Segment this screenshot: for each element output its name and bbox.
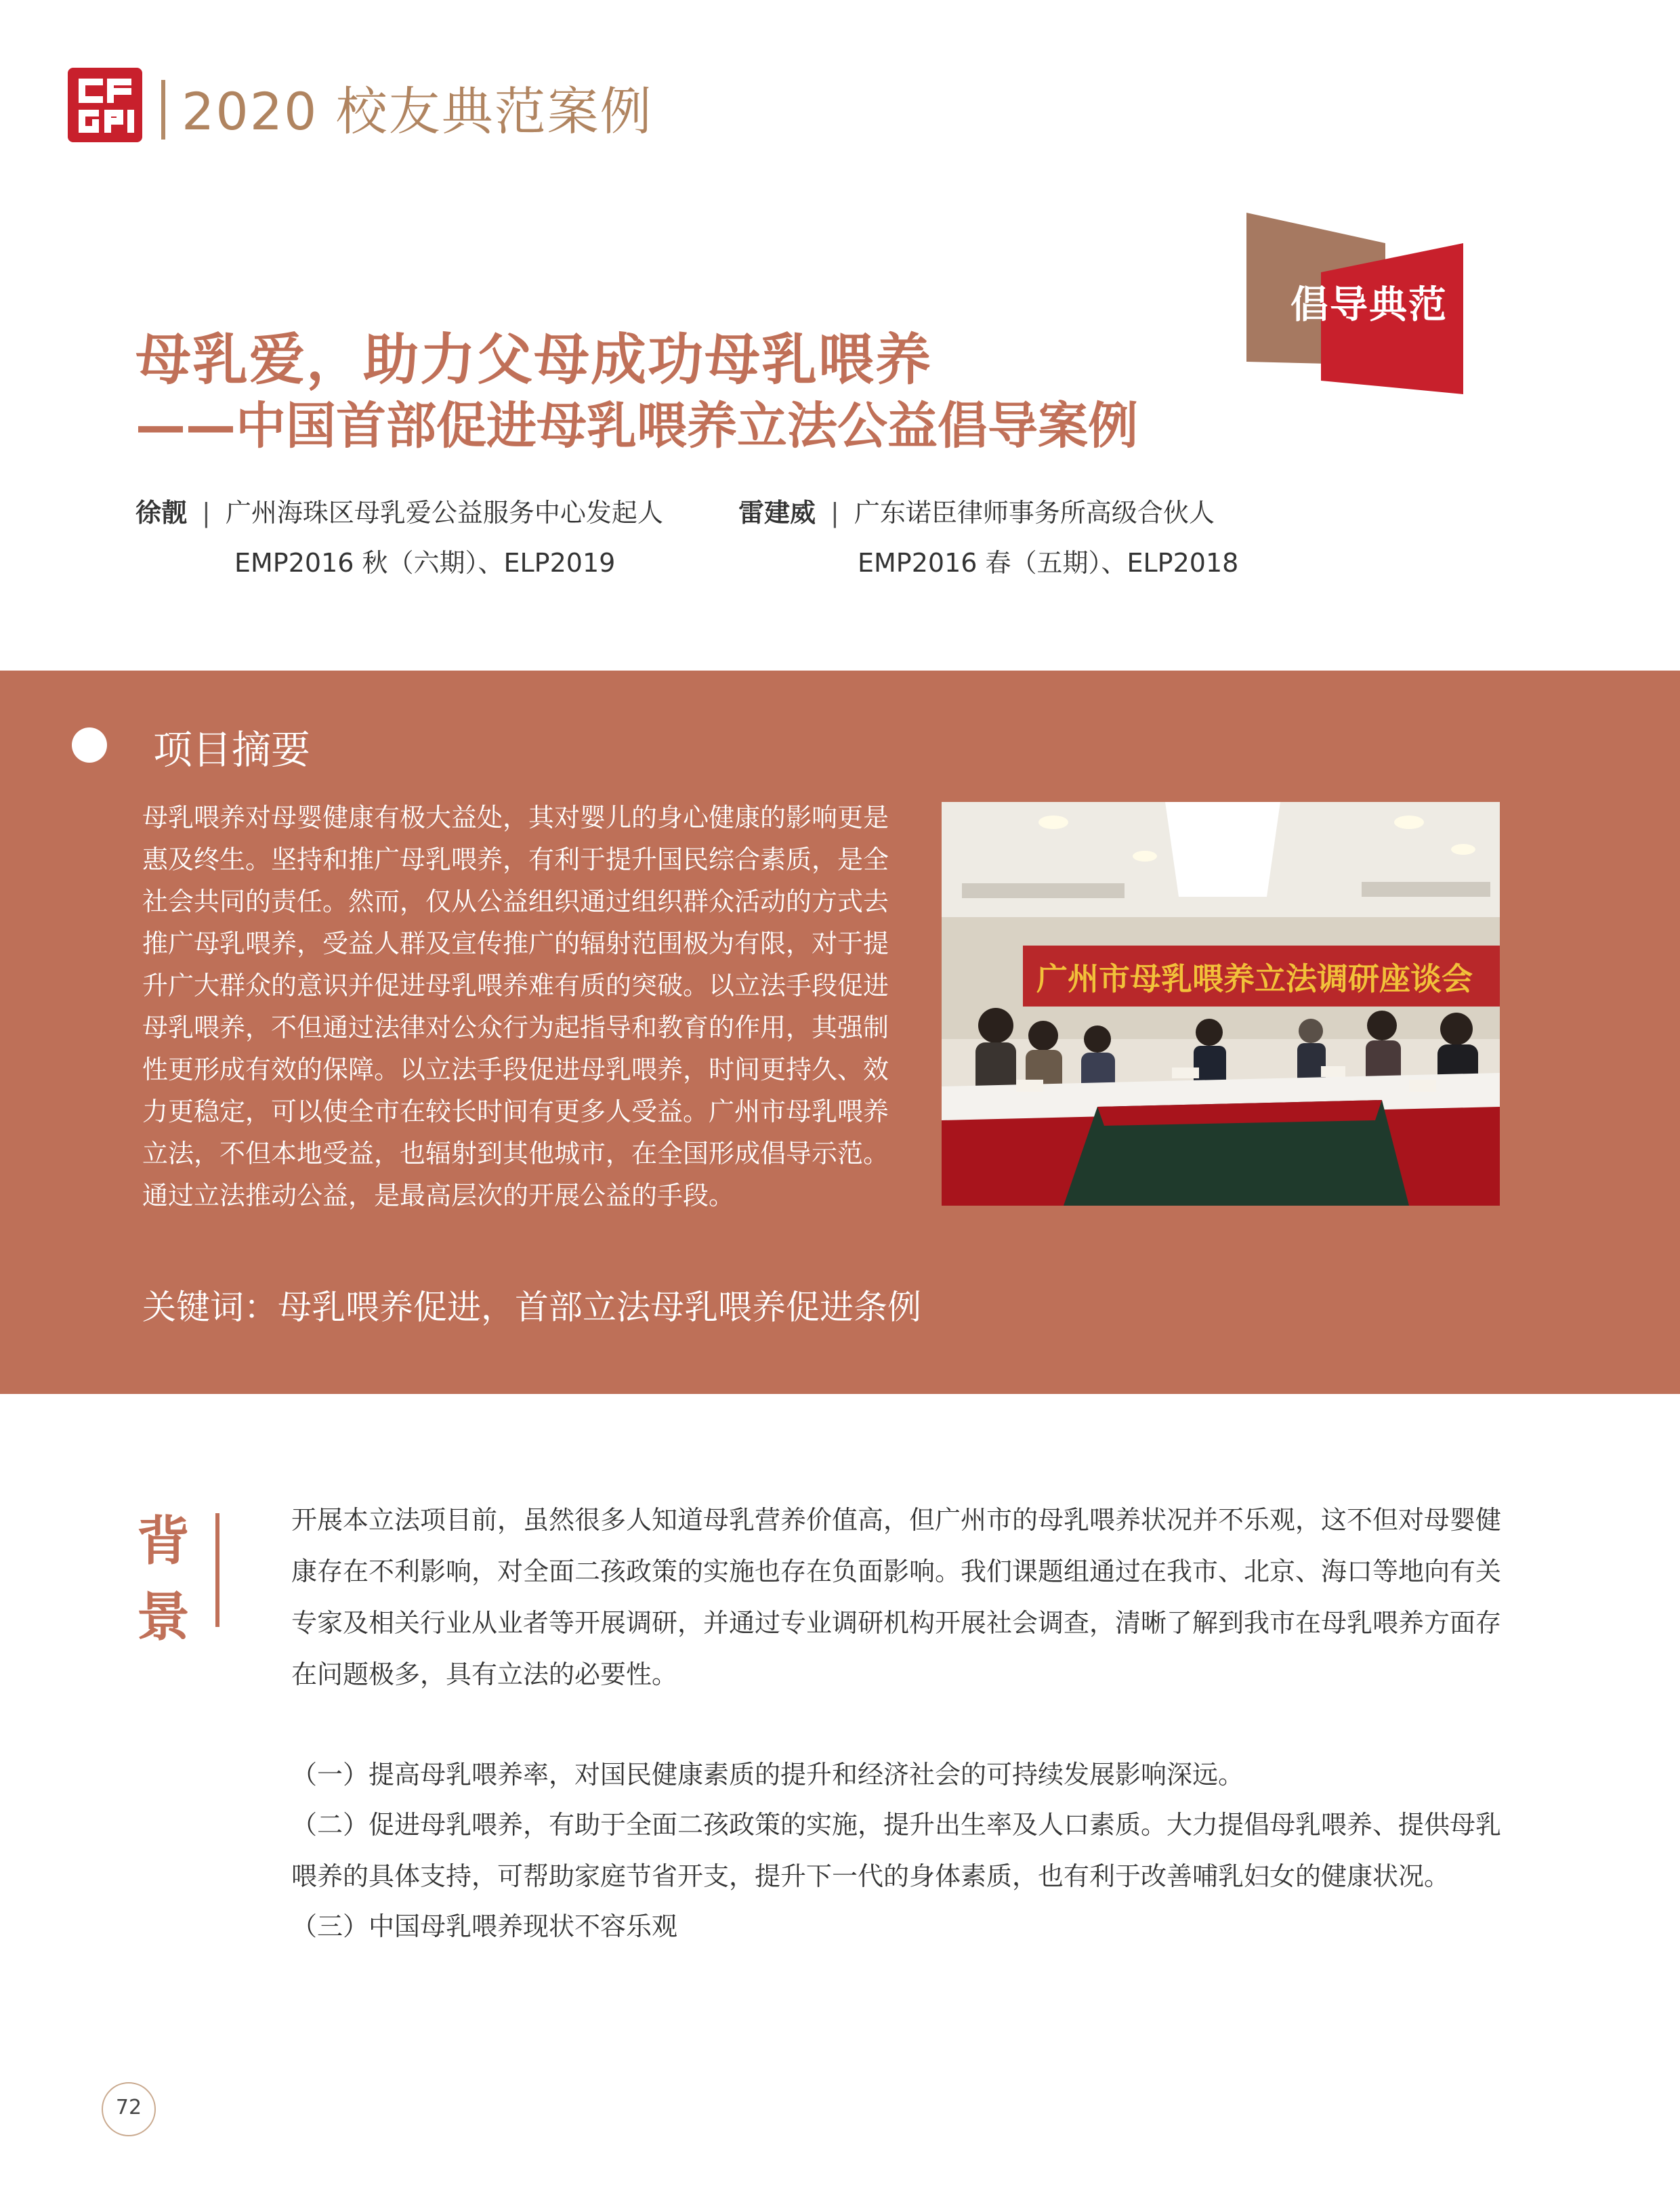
header-divider (161, 80, 165, 140)
author-name: 徐靓 (135, 498, 188, 528)
list-item: （一）提高母乳喂养率，对国民健康素质的提升和经济社会的可持续发展影响深远。 (291, 1760, 1244, 1790)
meeting-photo (942, 802, 1500, 1206)
background-paragraph: 开展本立法项目前，虽然很多人知道母乳营养价值高，但广州市的母乳喂养状况并不乐观，这不但对母婴健康存在不利影响，对全面二孩政策的实施也存在负面影响。我们课题组通过在我市、北京、海口等地向有关专家及相关行业从业者等开展调研，并通过专业调研机构开展社会调查，清晰了解到我市在母乳喂养方面存在问题极多，具有立法的必要性。 (291, 1505, 1502, 1689)
background-label (133, 1504, 194, 1655)
author-2 (738, 492, 1215, 529)
bullet-dot-icon (72, 727, 107, 763)
author-name: 雷建威 (738, 498, 816, 528)
cepi-logo (68, 68, 142, 142)
article-subtitle: ——中国首部促进母乳喂养立法公益倡导案例 (135, 397, 1138, 455)
background-label-char: 背 (136, 1511, 190, 1572)
article-title: 母乳爱，助力父母成功母乳喂养 (135, 328, 933, 392)
summary-text: 母乳喂养对母婴健康有极大益处，其对婴儿的身心健康的影响更是惠及终生。坚持和推广母乳喂养，有利于提升国民综合素质，是全社会共同的责任。然而，仅从公益组织通过组织群众活动的方式去推广母乳喂养，受益人群及宣传推广的辐射范围极为有限，对于提升广大群众的意识并促进母乳喂养难有质的突破。以立法手段促进母乳喂养，不但通过法律对公众行为起指导和教育的作用，其强制性更形成有效的保障。以立法手段促进母乳喂养，时间更持久、效力更稳定，可以使全市在较长时间有更多人受益。广州市母乳喂养立法，不但本地受益，也辐射到其他城市，在全国形成倡导示范。通过立法推动公益，是最高层次的开展公益的手段。 (142, 803, 889, 1210)
page-number: 72 (115, 2096, 142, 2119)
list-item: （三）中国母乳喂养现状不容乐观 (291, 1911, 678, 1941)
background-divider (215, 1513, 219, 1627)
author-1 (135, 492, 663, 529)
author-separator: | (202, 498, 211, 528)
author-1-programs: EMP2016 秋（六期）、ELP2019 (234, 548, 616, 578)
photo-banner-text: 广州市母乳喂养立法调研座谈会 (1036, 960, 1473, 997)
keywords: 关键词：母乳喂养促进，首部立法母乳喂养促进条例 (142, 1288, 921, 1327)
author-2-programs: EMP2016 春（五期）、ELP2018 (858, 548, 1239, 578)
author-separator: | (831, 498, 839, 528)
badge-label: 倡导典范 (1290, 283, 1448, 327)
list-item: （二）促进母乳喂养，有助于全面二孩政策的实施，提升出生率及人口素质。大力提倡母乳喂养、提供母乳喂养的具体支持，可帮助家庭节省开支，提升下一代的身体素质，也有利于改善哺乳妇女的健康状况。 (291, 1810, 1502, 1891)
summary-heading: 项目摘要 (153, 727, 311, 773)
background-label-char: 景 (136, 1587, 190, 1648)
header-title: 2020 校友典范案例 (182, 81, 653, 142)
author-role: 广东诺臣律师事务所高级合伙人 (854, 498, 1215, 528)
author-role: 广州海珠区母乳爱公益服务中心发起人 (225, 498, 663, 528)
